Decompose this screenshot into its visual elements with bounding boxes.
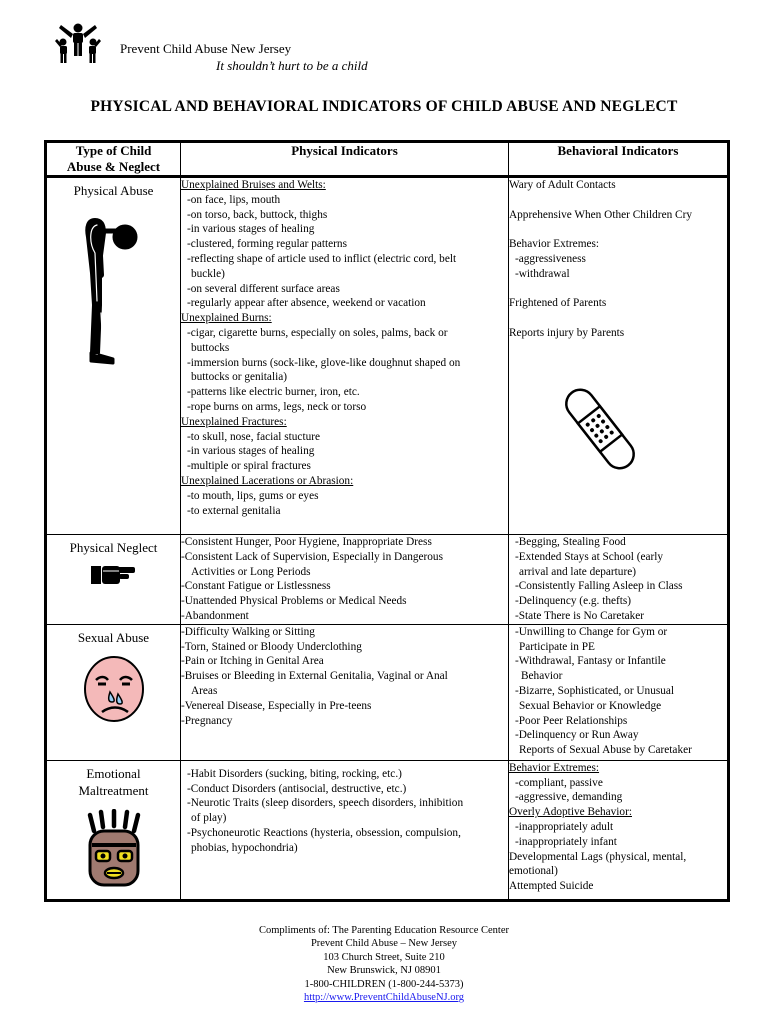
indicator-item: -Conduct Disorders (antisocial, destructive, etc.) <box>187 782 407 795</box>
indicator-item: -to mouth, lips, gums or eyes <box>187 489 319 502</box>
indicator-item: -Torn, Stained or Bloody Underclothing <box>181 640 362 653</box>
abuse-type-cell <box>46 760 181 900</box>
indicator-item: Frightened of Parents <box>509 297 607 310</box>
website-link[interactable]: http://www.PreventChildAbuseNJ.org <box>303 992 465 1004</box>
tagline: It shouldn’t hurt to be a child <box>216 58 368 73</box>
spacer <box>509 282 727 297</box>
indicator-item: arrival and late departure) <box>519 565 636 578</box>
footer-line: New Brunswick, NJ 08901 <box>327 965 441 977</box>
indicator-item: -Consistent Hunger, Poor Hygiene, Inappropriate Dress <box>181 536 432 548</box>
indicator-item: Behavior Extremes: <box>509 238 600 251</box>
indicator-item: -in various stages of healing <box>187 223 315 236</box>
indicator-item: Sexual Behavior or Knowledge <box>519 699 662 712</box>
abuse-type-line: Maltreatment <box>78 782 149 798</box>
indicator-item: -Neurotic Traits (sleep disorders, speech disorders, inhibition <box>187 797 464 810</box>
indicator-item: -on face, lips, mouth <box>187 193 281 206</box>
indicator-item: -on several different surface areas <box>187 282 340 295</box>
physical-indicators-cell <box>181 760 509 900</box>
indicator-item: of play) <box>191 812 227 825</box>
indicator-item: -Delinquency (e.g. thefts) <box>515 595 632 608</box>
abuse-type-name <box>47 761 180 799</box>
indicator-item: -regularly appear after absence, weekend or vacation <box>187 297 426 310</box>
indicator-item: -Unattended Physical Problems or Medical Needs <box>181 595 407 608</box>
indicator-item: -multiple or spiral fractures <box>187 460 311 473</box>
physical-indicators-cell <box>181 177 509 535</box>
abuse-type-cell <box>46 535 181 625</box>
indicator-item: -clustered, forming regular patterns <box>187 238 347 251</box>
indicators-table <box>44 140 730 902</box>
bent-figure-icon <box>47 213 180 373</box>
indicator-item: -Pregnancy <box>181 714 233 727</box>
indicator-item: -to external genitalia <box>187 504 281 517</box>
indicator-item: -rope burns on arms, legs, neck or torso <box>187 400 367 413</box>
indicator-item: -State There is No Caretaker <box>515 609 645 622</box>
behavioral-indicators-cell <box>509 177 729 535</box>
indicator-item: -Poor Peer Relationships <box>515 714 628 727</box>
indicator-heading: Unexplained Burns: <box>181 312 272 325</box>
indicator-item: -withdrawal <box>515 267 570 280</box>
indicator-item: -Difficulty Walking or Sitting <box>181 625 315 638</box>
indicator-item: -Abandonment <box>181 609 249 622</box>
crying-face-icon <box>47 654 180 724</box>
table-header-row <box>46 142 729 177</box>
indicator-item: Attempted Suicide <box>509 880 594 893</box>
footer <box>0 924 768 1004</box>
indicator-item: -Unwilling to Change for Gym or <box>515 625 668 638</box>
abuse-type-line: Physical Neglect <box>69 540 158 555</box>
indicator-item: -cigar, cigarette burns, especially on soles, palms, back or <box>187 326 448 339</box>
table-row <box>46 760 729 900</box>
indicator-item: -to skull, nose, facial stucture <box>187 430 321 443</box>
abuse-type-name <box>47 178 180 199</box>
indicator-item: -on torso, back, buttock, thighs <box>187 208 328 221</box>
indicator-item: phobias, hypochondria) <box>191 841 298 854</box>
spacer <box>509 193 727 208</box>
indicator-item: emotional) <box>509 865 558 878</box>
indicator-item: buckle) <box>191 267 225 280</box>
abuse-type-line: Sexual Abuse <box>77 629 150 645</box>
abuse-type-name <box>47 535 180 556</box>
indicator-item: -Pain or Itching in Genital Area <box>181 655 324 668</box>
spacer <box>509 222 727 237</box>
indicator-item: Reports injury by Parents <box>509 326 625 339</box>
pointing-hand-icon <box>47 562 180 588</box>
type-header-line2: Abuse & Neglect <box>66 159 161 174</box>
indicator-item: -Consistently Falling Asleep in Class <box>515 580 683 593</box>
indicator-item: -inappropriately adult <box>515 820 614 833</box>
type-header-line1: Type of Child <box>75 143 152 158</box>
indicator-item: Behavior <box>521 670 563 683</box>
abuse-type-line: Physical Abuse <box>73 183 154 198</box>
behavioral-indicators-cell <box>509 535 729 625</box>
indicator-item: -Habit Disorders (sucking, biting, rocking, etc.) <box>187 767 402 780</box>
column-header-behavioral: Behavioral Indicators <box>509 142 729 177</box>
physical-indicators-cell <box>181 624 509 760</box>
table-row <box>46 624 729 760</box>
abuse-type-name <box>47 625 180 646</box>
indicator-item: -immersion burns (sock-like, glove-like doughnut shaped on <box>187 356 461 369</box>
abuse-type-line: Emotional <box>86 765 141 781</box>
indicator-item: -Withdrawal, Fantasy or Infantile <box>515 655 666 668</box>
indicator-item: -patterns like electric burner, iron, etc. <box>187 386 360 399</box>
indicator-item: -Extended Stays at School (early <box>515 550 664 563</box>
spacer <box>509 311 727 326</box>
indicator-heading: Unexplained Bruises and Welts: <box>181 179 326 191</box>
column-header-type <box>46 142 181 177</box>
indicator-item: -Constant Fatigue or Listlessness <box>181 580 331 593</box>
indicator-item: -in various stages of healing <box>187 445 315 458</box>
abuse-type-cell <box>46 177 181 535</box>
indicator-item: -Bruises or Bleeding in External Genitalia, Vaginal or Anal <box>181 670 448 683</box>
footer-line: 103 Church Street, Suite 210 <box>323 951 445 963</box>
indicator-item: -Psychoneurotic Reactions (hysteria, obsession, compulsion, <box>187 826 461 839</box>
table-row <box>46 177 729 535</box>
page-title: PHYSICAL AND BEHAVIORAL INDICATORS OF CHILD ABUSE AND NEGLECT <box>90 98 678 115</box>
indicator-heading: Unexplained Fractures: <box>181 415 287 428</box>
indicator-item: -compliant, passive <box>515 776 603 789</box>
indicator-item: Participate in PE <box>519 640 595 653</box>
indicator-heading: Overly Adoptive Behavior: <box>509 806 632 819</box>
indicator-item: -Delinquency or Run Away <box>515 729 639 742</box>
organization-logo-icon <box>54 22 102 68</box>
indicator-item: Areas <box>191 684 218 697</box>
indicator-item: -aggressiveness <box>515 252 586 265</box>
behavioral-indicators-cell <box>509 624 729 760</box>
indicator-item: Activities or Long Periods <box>191 565 311 578</box>
bandage-icon <box>559 381 641 477</box>
footer-line: Compliments of: The Parenting Education Resource Center <box>258 925 509 936</box>
physical-indicators-cell <box>181 535 509 625</box>
indicator-item: Apprehensive When Other Children Cry <box>509 208 693 221</box>
behavioral-indicators-cell <box>509 760 729 900</box>
indicator-item: Reports of Sexual Abuse by Caretaker <box>519 744 692 757</box>
indicator-item: Developmental Lags (physical, mental, <box>509 850 687 863</box>
footer-line: 1-800-CHILDREN (1-800-244-5373) <box>304 978 464 990</box>
abuse-type-cell <box>46 624 181 760</box>
table-row <box>46 535 729 625</box>
indicator-item: -aggressive, demanding <box>515 791 623 804</box>
indicator-item: -inappropriately infant <box>515 835 617 848</box>
indicator-item: buttocks <box>191 341 230 354</box>
footer-line: Prevent Child Abuse – New Jersey <box>310 938 458 950</box>
indicator-item: -Venereal Disease, Especially in Pre-teens <box>181 699 372 712</box>
distressed-face-icon <box>47 809 180 889</box>
indicator-item: Wary of Adult Contacts <box>509 179 616 191</box>
indicator-item: -Consistent Lack of Supervision, Especially in Dangerous <box>181 550 443 563</box>
indicator-item: buttocks or genitalia) <box>191 371 287 384</box>
indicator-item: -Begging, Stealing Food <box>515 536 626 548</box>
column-header-physical: Physical Indicators <box>181 142 509 177</box>
indicator-item: -Bizarre, Sophisticated, or Unusual <box>515 684 675 697</box>
indicator-heading: Behavior Extremes: <box>509 761 600 774</box>
indicator-item: -reflecting shape of article used to inflict (electric cord, belt <box>187 252 457 265</box>
indicator-heading: Unexplained Lacerations or Abrasion: <box>181 474 354 487</box>
organization-name: Prevent Child Abuse New Jersey <box>120 41 292 56</box>
